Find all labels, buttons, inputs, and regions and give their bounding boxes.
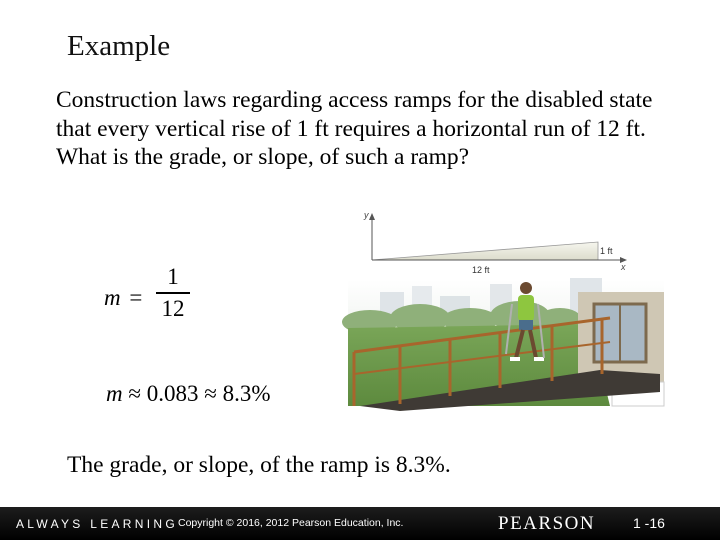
problem-text: Construction laws regarding access ramps for the disabled state that every vertical rise of 1 ft requires a horizontal run of 12 ft. What is the grade, or slope, of such a ramp? [56,87,653,170]
slide-number: 1 -16 [633,515,665,531]
answer-text: The grade, or slope, of the ramp is 8.3%. [67,452,451,478]
slope-variable: m [104,285,121,310]
fraction-denominator: 12 [161,295,185,321]
slope-wedge [372,242,598,260]
slope-approx-equation [106,381,271,407]
fraction-bar [156,292,190,294]
footer-tagline: ALWAYS LEARNING [16,517,178,531]
fraction [156,264,190,322]
y-axis-arrow [369,213,375,220]
pearson-logo: PEARSON [498,513,596,534]
slope-variable: m [106,381,123,406]
approx-value: ≈ 0.083 ≈ 8.3% [122,381,271,406]
equation-lhs [104,285,142,311]
slope-fraction-equation [104,264,214,334]
footer-copyright: Copyright © 2016, 2012 Pearson Education, Inc. [178,517,404,529]
x-axis-label: x [621,262,626,272]
slide-title: Example [67,30,171,62]
axes-diagram [363,210,627,275]
ramp-photo [342,278,664,411]
ramp-figure [340,206,670,426]
fraction-numerator: 1 [167,264,179,289]
run-label: 12 ft [472,265,490,275]
footer-bar [0,507,720,540]
rise-label: 1 ft [600,246,613,256]
equals-sign: = [129,285,143,310]
y-axis-label: y [364,210,369,220]
